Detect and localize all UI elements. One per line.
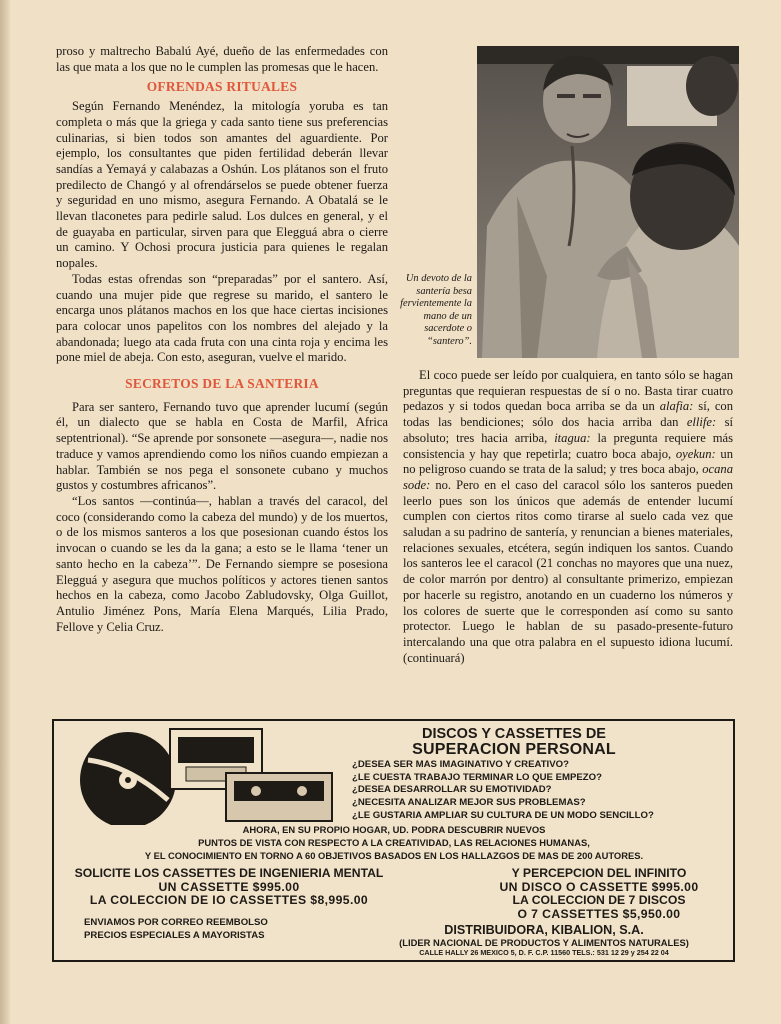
question-item: ¿DESEA SER MAS IMAGINATIVO Y CREATIVO? (352, 759, 569, 770)
section-heading-secretos: SECRETOS DE LA SANTERIA (125, 376, 319, 392)
offer-price: O 7 CASSETTES $5,950.00 (517, 906, 681, 921)
intro-line: AHORA, EN SU PROPIO HOGAR, UD. PODRA DESCUBRIR NUEVOS (242, 824, 546, 835)
right-column (403, 368, 733, 666)
paragraph-ofrendas-1: Según Fernando Menéndez, la mitología yoruba es tan completa o más que la griega y cada santo tiene sus preferencias culinarias, si bien todos son amantes del aguardiente. Por ejemplo, los consultantes que piden fertilidad deberán llevar sandías a Yemayá y calabazas a Oshún. Los plátanos son el fruto predilecto de Changó y al ofrendárselos se puede obtener fuerza y seguridad en uno mismo, asegura Fernando. A Obatalá se le llevan tlaconetes para pedirle salud. Los dulces en general, y el de guayaba en particular, sirven para que Elegguá abra o cierre un camino. Y Ochosi procura justicia para quienes le regalan nopales. (56, 99, 388, 271)
left-column (56, 44, 388, 635)
santero-photo (477, 46, 739, 358)
ad-intro (74, 824, 714, 862)
ad-title-line2: SUPERACION PERSONAL (412, 741, 616, 758)
ad-mail-order (84, 917, 344, 942)
paragraph-coco: El coco puede ser leído por cualquiera, en tanto sólo se hagan preguntas que requieran respuestas de sí o no. Basta tirar cuatro pedazos y si todos quedan boca arriba se da un alafia: sí, con todas las bendiciones; sólo dos hacia arriba dan ellife: sí absoluto; tres hacia arriba, itagua: la pregunta requiere más consistencia y hay que repetirla; cuatro boca abajo, oyekun: un no peligroso cuando se trata de la salud; y tres boca abajo, ocana sode: no. Pero en el caso del caracol sólo los santeros pueden leerlo pues son los únicos que además de entender lucumí cumplen con ciertos ritos como tirarse al suelo cada vez que saludan a su padrino de santería, y renuncian a bienes materiales, relaciones sexuales, etcétera, según indiquen los santos. Cuando los santeros lee el caracol (21 conchas no mayores que una nuez, de color marrón por dentro) al consultante primerizo, empiezan por hacerle su registro, anotando en un cuaderno los números y los colores de suerte que le corresponden así como su santo protector. Luego le hablan de su pasado-presente-futuro intercalando una que otra palabra en el supuesto idiona lucumí. (continuará) (403, 368, 734, 665)
question-item: ¿NECESITA ANALIZAR MEJOR SUS PROBLEMAS? (352, 797, 586, 809)
mail-line: ENVIAMOS POR CORREO REEMBOLSO (84, 917, 268, 928)
distributor-name: DISTRIBUIDORA, KIBALION, S.A. (444, 923, 644, 937)
ad-distributor (364, 924, 724, 958)
term-ellife: ellife: (686, 415, 717, 430)
question-item: ¿LE GUSTARIA AMPLIAR SU CULTURA DE UN MODO SENCILLO? (352, 809, 654, 821)
offer-line: Y PERCEPCION DEL INFINITO (511, 866, 687, 880)
term-itagua: itagua: (554, 430, 591, 445)
offer-line: SOLICITE LOS CASSETTES DE INGENIERIA MENTAL (74, 866, 384, 880)
offer-price: UN DISCO O CASSETTE $995.00 (499, 879, 699, 894)
ad-title (334, 727, 694, 757)
photo-caption: Un devoto de la santería besa fervientemente la mano de un sacerdote o “santero”. (400, 273, 472, 347)
cassette-advertisement (52, 719, 735, 962)
paragraph-secretos-1: Para ser santero, Fernando tuvo que aprender lucumí (según él, un dialecto que se habla en Costa de Marfil, Africa septentrional). “Se aprende por sonsonete —asegura—, nadie nos traduce y vamos aprendiendo como los niños cuando empiezan a hablar. También se nos pega el sonsonete cubano y muchos gustos y costumbres africanos”. (56, 399, 388, 493)
term-oyekun: oyekun: (675, 446, 716, 461)
ad-questions (352, 759, 722, 823)
intro-line: PUNTOS DE VISTA CON RESPECTO A LA CREATIVIDAD, LAS RELACIONES HUMANAS, (198, 836, 590, 848)
ad-title-line1: DISCOS Y CASSETTES DE (422, 726, 606, 742)
offer-line: LA COLECCION DE 7 DISCOS (512, 893, 686, 908)
offer-percepcion-infinito (474, 867, 724, 921)
paragraph-secretos-2: “Los santos —continúa—, hablan a través del caracol, del coco (considerando como la cabeza del mundo) y de los muertos, o de los mismos santeros a los que posesionan cuando éstos los invocan o cuando se les da la gana; a esto se le llama ‘tener un santo hecho en la cabeza’”. De Fernando siempre se posesiona Elegguá y asegura que muchos políticos y actores tienen santos hechos en la cabeza, como Jacobo Zabludovsky, Olga Guillot, Antulio Jiménez Pons, María Elena Marqués, Lilia Prado, Fellove y Celia Cruz. (56, 493, 388, 634)
distributor-tagline: (LIDER NACIONAL DE PRODUCTOS Y ALIMENTOS NATURALES) (399, 937, 689, 948)
record-and-cassettes-illustration (68, 725, 338, 830)
distributor-address: CALLE HALLY 26 MEXICO 5, D. F. C.P. 11560 TELS.: 531 12 29 y 254 22 04 (419, 948, 669, 957)
mail-line: PRECIOS ESPECIALES A MAYORISTAS (84, 929, 265, 941)
intro-paragraph: proso y maltrecho Babalú Ayé, dueño de las enfermedades con las que mata a los que no le cumplen las promesas que le hacen. (56, 44, 388, 74)
page-edge (0, 0, 10, 1024)
intro-line: Y EL CONOCIMIENTO EN TORNO A 60 OBJETIVOS BASADOS EN LOS HALLAZGOS DE MAS DE 200 AUTORES. (144, 849, 644, 861)
term-alafia: alafia: (659, 399, 694, 414)
offer-price: LA COLECCION DE IO CASSETTES $8,995.00 (89, 893, 369, 908)
term-ocana-sode: ocana sode: (403, 462, 733, 492)
question-item: ¿LE CUESTA TRABAJO TERMINAR LO QUE EMPEZO? (352, 771, 602, 783)
offer-price: UN CASSETTE $995.00 (158, 879, 300, 894)
paragraph-ofrendas-2: Todas estas ofrendas son “preparadas” por el santero. Así, cuando una mujer pide que regrese su marido, el santero le encarga unos plátanos machos en los que hace ciertas incisiones para colocar unos papelitos con los nombres del alejado y la abandonada; luego ata cada fruta con una cinta roja y encima les pone miel de abeja. Con esto, aseguran, vuelve el marido. (56, 271, 388, 365)
question-item: ¿DESEA DESARROLLAR SU EMOTIVIDAD? (352, 784, 552, 796)
offer-ingenieria-mental (64, 867, 394, 908)
section-heading-ofrendas: OFRENDAS RITUALES (146, 79, 298, 95)
